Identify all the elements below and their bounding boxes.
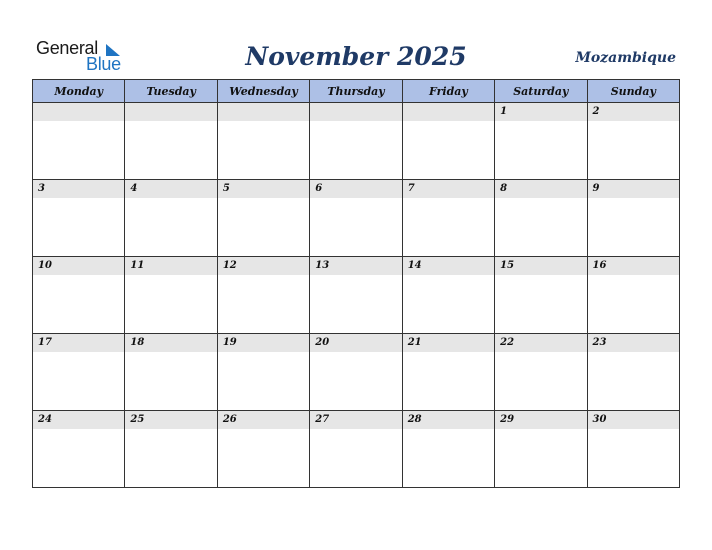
day-cell (587, 334, 679, 411)
day-cell (217, 103, 309, 180)
week-row (33, 411, 680, 488)
day-cell (495, 334, 587, 411)
day-number: 11 (125, 257, 216, 275)
week-row (33, 103, 680, 180)
weekday-header-monday: Monday (33, 80, 125, 103)
day-number: 12 (218, 257, 309, 275)
day-number: 9 (588, 180, 679, 198)
day-cell (587, 257, 679, 334)
day-number: 2 (588, 103, 679, 121)
day-cell (495, 103, 587, 180)
day-number: 1 (495, 103, 586, 121)
day-number: 8 (495, 180, 586, 198)
day-cell (33, 103, 125, 180)
day-number: 26 (218, 411, 309, 429)
day-cell (402, 411, 494, 488)
day-number (33, 103, 124, 121)
day-number (218, 103, 309, 121)
day-cell (402, 334, 494, 411)
day-cell (495, 257, 587, 334)
day-cell (310, 334, 402, 411)
day-number: 15 (495, 257, 586, 275)
day-cell (495, 180, 587, 257)
day-number: 14 (403, 257, 494, 275)
day-cell (495, 411, 587, 488)
day-number: 3 (33, 180, 124, 198)
month-calendar-grid (32, 79, 680, 488)
day-cell (125, 257, 217, 334)
weekday-header-tuesday: Tuesday (125, 80, 217, 103)
day-number: 21 (403, 334, 494, 352)
day-cell (33, 334, 125, 411)
day-cell (33, 257, 125, 334)
weekday-header-row (33, 80, 680, 103)
day-number: 20 (310, 334, 401, 352)
weekday-header-thursday: Thursday (310, 80, 402, 103)
day-number: 27 (310, 411, 401, 429)
day-cell (587, 103, 679, 180)
day-number: 30 (588, 411, 679, 429)
day-cell (217, 411, 309, 488)
logo-text-blue: Blue (86, 54, 121, 74)
weekday-header-saturday: Saturday (495, 80, 587, 103)
day-number: 23 (588, 334, 679, 352)
day-number: 7 (403, 180, 494, 198)
day-cell (125, 411, 217, 488)
day-cell (217, 257, 309, 334)
day-number: 4 (125, 180, 216, 198)
day-number: 17 (33, 334, 124, 352)
day-number: 5 (218, 180, 309, 198)
day-cell (402, 257, 494, 334)
day-number: 22 (495, 334, 586, 352)
day-cell (125, 180, 217, 257)
day-number: 29 (495, 411, 586, 429)
day-cell (310, 180, 402, 257)
day-number (125, 103, 216, 121)
day-number: 6 (310, 180, 401, 198)
calendar-title: November 2025 (245, 42, 467, 71)
day-cell (125, 334, 217, 411)
day-number (310, 103, 401, 121)
country-name: Mozambique (575, 50, 676, 66)
day-cell (310, 103, 402, 180)
day-cell (217, 334, 309, 411)
day-cell (310, 257, 402, 334)
day-number: 10 (33, 257, 124, 275)
generalblue-logo (36, 38, 136, 74)
weekday-header-wednesday: Wednesday (217, 80, 309, 103)
day-cell (587, 411, 679, 488)
week-row (33, 180, 680, 257)
week-row (33, 334, 680, 411)
weekday-header-sunday: Sunday (587, 80, 679, 103)
day-number: 18 (125, 334, 216, 352)
day-cell (125, 103, 217, 180)
day-cell (310, 411, 402, 488)
day-number: 19 (218, 334, 309, 352)
day-cell (33, 411, 125, 488)
day-cell (587, 180, 679, 257)
day-number: 28 (403, 411, 494, 429)
day-cell (33, 180, 125, 257)
day-cell (402, 180, 494, 257)
day-number (403, 103, 494, 121)
day-number: 13 (310, 257, 401, 275)
day-number: 24 (33, 411, 124, 429)
weekday-header-friday: Friday (402, 80, 494, 103)
day-number: 25 (125, 411, 216, 429)
day-cell (217, 180, 309, 257)
week-row (33, 257, 680, 334)
day-number: 16 (588, 257, 679, 275)
day-cell (402, 103, 494, 180)
logo-text-general: General (36, 38, 98, 58)
